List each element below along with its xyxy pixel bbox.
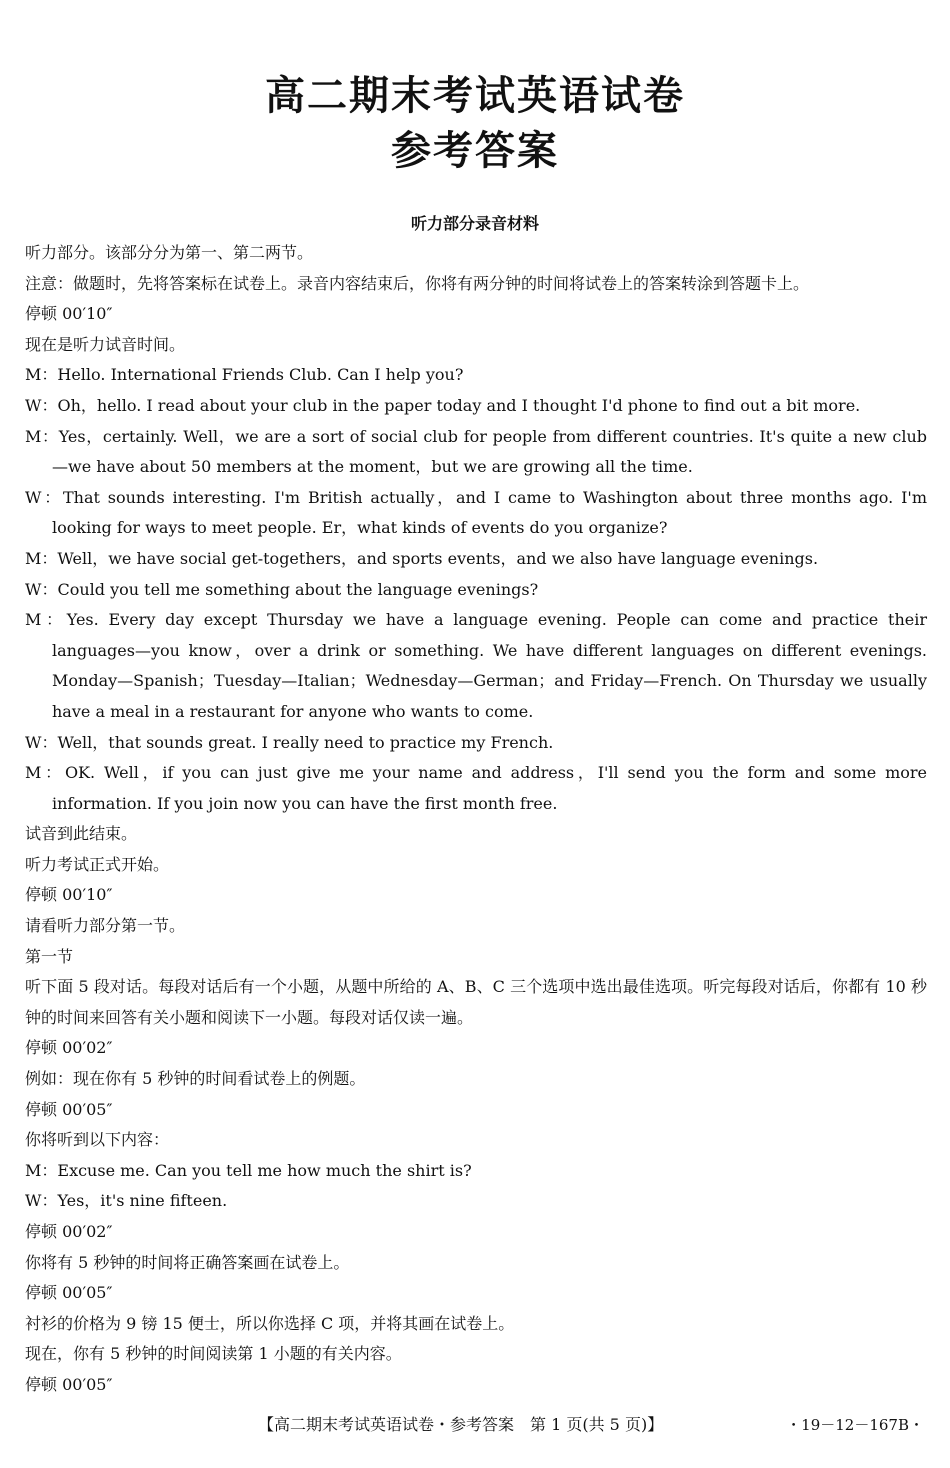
transcript-line: 现在，你有 5 秒钟的时间阅读第 1 小题的有关内容。 <box>25 1344 402 1364</box>
transcript-line: 听力部分。该部分分为第一、第二两节。 <box>25 243 314 262</box>
dialogue-line: M：Yes，certainly. Well，we are a sort of social club for people from different countries. It's quite a new club—we have about 50 members at the moment，but we are growing all the time. <box>25 426 927 477</box>
transcript-line: 停顿 00′05″ <box>25 1374 113 1394</box>
dialogue-line: W：Oh，hello. I read about your club in the paper today and I thought I'd phone to find out a bit more. <box>25 395 861 415</box>
transcript-line: 停顿 00′02″ <box>25 1038 113 1058</box>
transcript-line: 听下面 5 段对话。每段对话后有一个小题，从题中所给的 A、B、C 三个选项中选出最佳选项。听完每段对话后，你都有 10 秒钟的时间来回答有关小题和阅读下一小题。每段对话仅读一遍。 <box>25 977 927 1027</box>
transcript-line: 停顿 00′05″ <box>25 1099 113 1119</box>
transcript-line: 试音到此结束。 <box>25 824 138 844</box>
dialogue-line: M：OK. Well，if you can just give me your name and address，I'll send you the form and some more information. If you join now you can have the first month free. <box>25 763 927 813</box>
transcript-line: 停顿 00′02″ <box>25 1222 113 1241</box>
dialogue-line: W：Well，that sounds great. I really need to practice my French. <box>25 732 554 752</box>
transcript-line: 停顿 00′10″ <box>25 885 113 905</box>
footer-code: ・19－12－167B・ <box>786 1416 924 1434</box>
transcript-line: 听力考试正式开始。 <box>25 854 170 874</box>
dialogue-line: M：Well，we have social get-togethers，and sports events，and we also have language evenings. <box>25 548 819 568</box>
transcript-line: 注意：做题时，先将答案标在试卷上。录音内容结束后，你将有两分钟的时间将试卷上的答案转涂到答题卡上。 <box>25 273 810 293</box>
transcript-line: 停顿 00′05″ <box>25 1283 113 1303</box>
transcript-line: 请看听力部分第一节。 <box>25 916 186 936</box>
dialogue-line: M：Excuse me. Can you tell me how much the shirt is? <box>25 1160 472 1180</box>
document-subtitle: 参考答案 <box>391 128 559 174</box>
section-heading: 听力部分录音材料 <box>410 214 539 233</box>
dialogue-line: W：That sounds interesting. I'm British actually，and I came to Washington about three months ago. I'm looking for ways to meet people. Er，what kinds of events do you organize? <box>25 487 927 538</box>
transcript-line: 现在是听力试音时间。 <box>25 334 186 354</box>
document-title: 高二期末考试英语试卷 <box>265 73 685 119</box>
transcript-line: 停顿 00′10″ <box>25 304 113 324</box>
transcript-line: 例如：现在你有 5 秒钟的时间看试卷上的例题。 <box>25 1069 366 1089</box>
transcript-body <box>25 238 927 1401</box>
dialogue-line: W：Yes，it's nine fifteen. <box>25 1191 228 1211</box>
footer-page-label: 【高二期末考试英语试卷・参考答案 第 1 页(共 5 页)】 <box>258 1415 664 1434</box>
dialogue-line: M：Hello. International Friends Club. Can I help you? <box>25 365 464 385</box>
transcript-line: 你将听到以下内容： <box>25 1130 170 1150</box>
transcript-line: 衬衫的价格为 9 镑 15 便士，所以你选择 C 项，并将其画在试卷上。 <box>25 1313 515 1333</box>
transcript-line: 你将有 5 秒钟的时间将正确答案画在试卷上。 <box>25 1252 350 1272</box>
dialogue-line: M：Yes. Every day except Thursday we have a language evening. People can come and practice their languages—you know，over a drink or something. We have different languages on different evenings. Monday—Spanish；Tuesday—Italian；Wednesday—German；and Friday—French. On Thursday we usually have a meal in a restaurant for anyone who wants to come. <box>25 610 927 721</box>
dialogue-line: W：Could you tell me something about the language evenings? <box>25 579 539 599</box>
transcript-line: 第一节 <box>25 946 74 966</box>
